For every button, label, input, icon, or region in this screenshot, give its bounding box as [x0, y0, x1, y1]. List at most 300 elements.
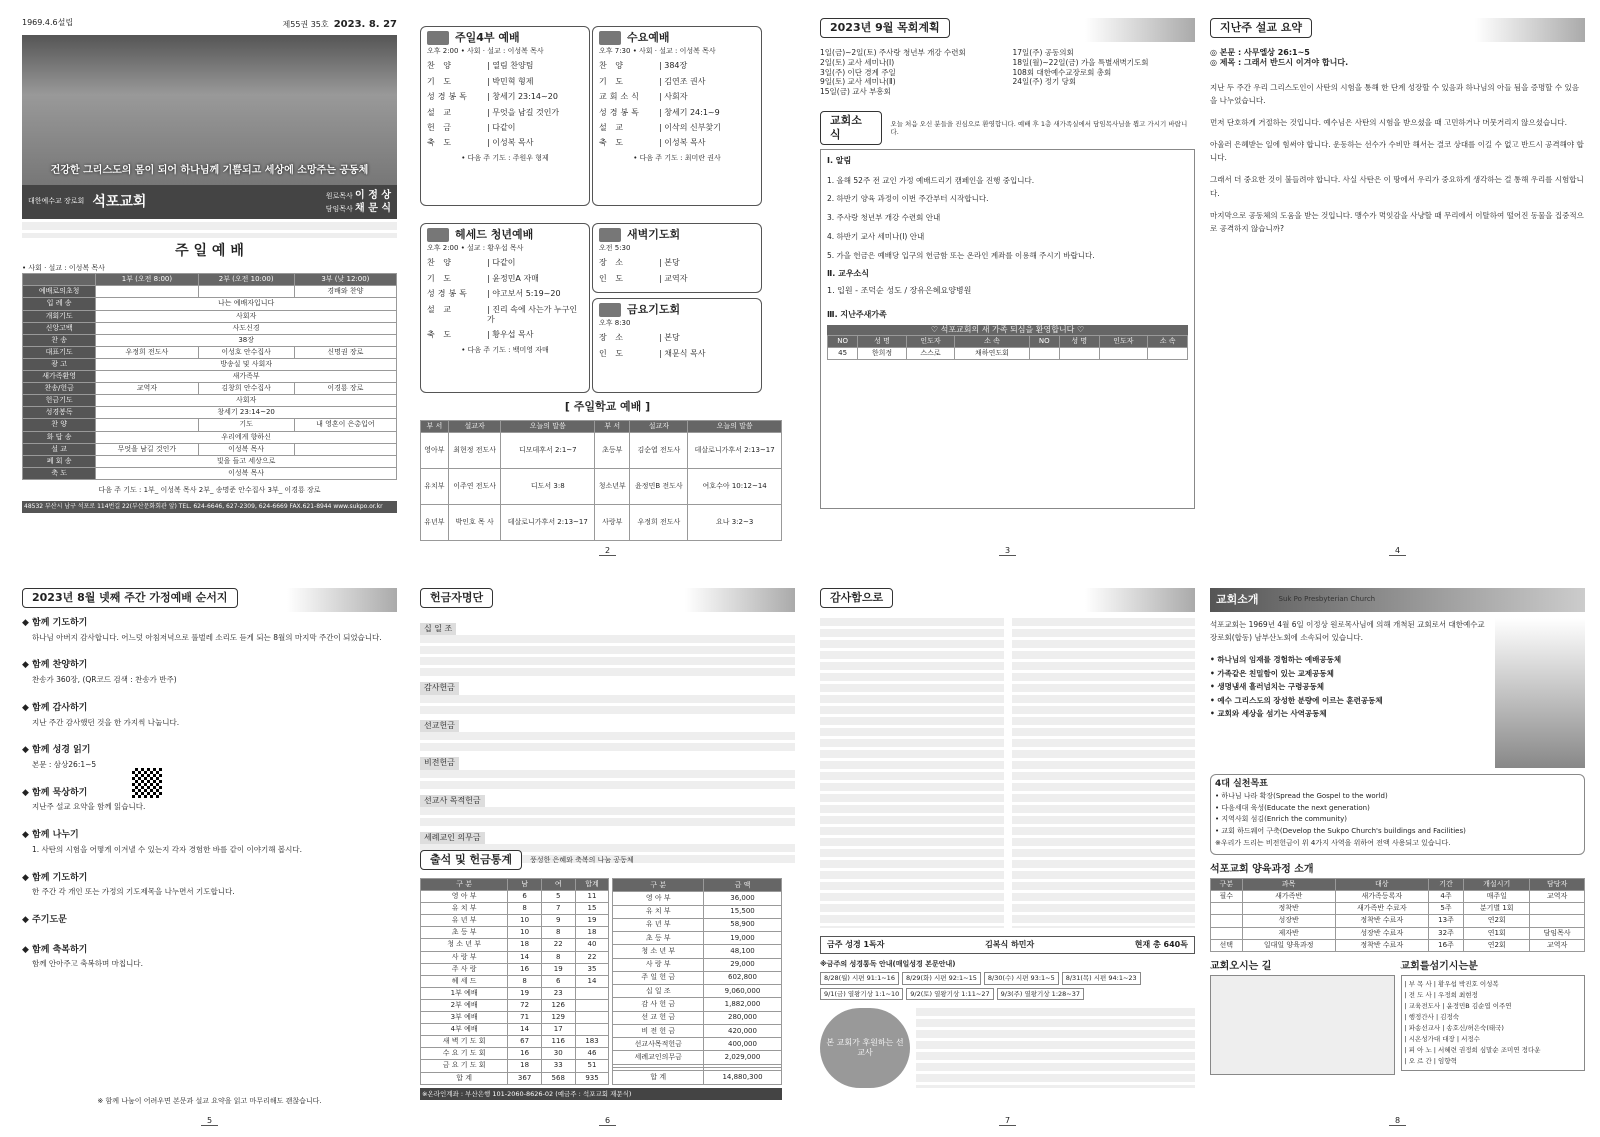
text: | 파송선교사 | 송호신/허은숙(태국): [1404, 1023, 1504, 1032]
text: 1. 올해 52주 전 교인 가정 예배드리기 캠페인을 진행 중입니다.: [827, 175, 1035, 185]
worship-row: [23, 395, 397, 407]
thanks-right: [1012, 618, 1196, 928]
text: 부 서: [595, 421, 630, 433]
text: 45: [828, 348, 858, 360]
text: 나는 예배자입니다: [96, 298, 397, 310]
row-label: 성경봉독: [23, 407, 96, 419]
item-key: 설 교: [427, 107, 454, 117]
text: 사회자: [96, 395, 397, 407]
text: 367: [508, 1072, 542, 1084]
text: 구분: [1211, 879, 1243, 891]
service-title: 헤세드 청년예배: [455, 228, 534, 241]
text: 3부 예배: [421, 1012, 508, 1024]
text: 35: [575, 963, 609, 975]
text: 16: [508, 1048, 542, 1060]
text: 교역자: [1530, 891, 1585, 903]
text: • 하나님의 임재를 경험하는 예배공동체: [1210, 655, 1342, 665]
text: 19: [575, 915, 609, 927]
text: 22: [575, 951, 609, 963]
sermon-paragraph: 아울러 은혜받는 일에 힘써야 합니다. 운동하는 선수가 수비만 해서는 결코 상대를 이길 수 없고 반드시 공격해야 합니다.: [1210, 140, 1584, 163]
text: 사랑부: [595, 505, 630, 541]
text: 19: [508, 987, 542, 999]
text: • 하나님 나라 확장(Spread the Gospel to the world): [1215, 791, 1388, 800]
item-val: | 이성복 목사: [487, 138, 534, 148]
text: 1,882,000: [704, 998, 782, 1011]
text: 합 계: [613, 1071, 704, 1084]
item-key: 성경봉독: [427, 289, 470, 299]
item-key: 찬 양: [427, 61, 454, 71]
text: 10: [508, 927, 542, 939]
worship-row: [23, 443, 397, 455]
worship-row: [23, 467, 397, 479]
text: 8: [508, 903, 542, 915]
bible-reading: 금주 성경 1독자 김복식 하민자 현재 총 640독: [820, 936, 1195, 954]
service-meta: 오후 2:00 • 사회 · 설교 : 이성복 목사: [427, 47, 544, 56]
text: 선택: [1211, 939, 1243, 951]
text: ◆ 함께 감사하기: [22, 702, 88, 713]
text: 교역자: [1530, 939, 1585, 951]
text: 요나 3:2~3: [688, 505, 782, 541]
text: 9,060,000: [704, 985, 782, 998]
banner: 건강한 그리스도의 몸이 되어 하나님께 기쁨되고 세상에 소망주는 공동체: [50, 165, 369, 176]
col-head: 2부 (오전 10:00): [198, 274, 294, 286]
text: 기도: [198, 419, 294, 431]
sermon-paragraph: 먼저 단호하게 거절하는 것입니다. 예수님은 사탄의 시험을 받으셨을 때 고민하거나 머뭇거리지 않으셨습니다.: [1210, 118, 1568, 128]
text: 매주일: [1464, 891, 1530, 903]
text: 청소년부: [595, 469, 630, 505]
text: 정착반 수료자: [1335, 939, 1428, 951]
text: 방송실 및 사회자: [96, 358, 397, 370]
text: 1부 예배: [421, 987, 508, 999]
qr-code[interactable]: [132, 768, 162, 798]
text: 비전헌금: [420, 757, 459, 769]
sermon-paragraph: 지난 두 주간 우리 그리스도인이 사탄의 시험을 통해 한 단계 성장할 수 있음과 하나님의 아들 됨을 증명할 수 있음을 나누었습니다.: [1210, 82, 1579, 105]
text: 9일(토) 교사 세미나(Ⅱ): [820, 77, 896, 87]
row-label: 폐 회 송: [23, 455, 96, 467]
text: 남: [508, 879, 542, 891]
item-val: | 이성복 목사: [659, 138, 706, 148]
item-val: | 다같이: [487, 258, 516, 268]
text: 8: [508, 975, 542, 987]
item-val: | 사회자: [659, 92, 688, 102]
text: 9/1(금) 열왕기상 1:1~10: [820, 988, 903, 1000]
text: | 피 아 노 | 서혜련 권정희 심말순 조미연 정다운: [1404, 1045, 1541, 1054]
text: 십 일 조: [420, 623, 456, 635]
worship-row: [23, 322, 397, 334]
item-key: 기 도: [427, 76, 454, 86]
text: 8/30(수) 시편 93:1~5: [984, 972, 1059, 984]
text: 부 서: [421, 421, 449, 433]
text: 8: [541, 951, 575, 963]
item-val: | 384장: [659, 61, 688, 71]
text: 33: [541, 1060, 575, 1072]
text: 새 벽 기 도 회: [421, 1036, 508, 1048]
text: 소 속: [1148, 336, 1188, 348]
item-key: 인 도: [599, 273, 626, 283]
text: 2부 예배: [421, 999, 508, 1011]
worship-row: [23, 455, 397, 467]
page-3-news: 2023년 9월 목회계획 1일(금)~2일(토) 주사랑 청년부 개강 수련회 2일(토) 교사 세미나(Ⅰ) 3일(주) 이단 경계 주일 9일(토) 교사 세미나(Ⅱ) 15일(금) 교사 부흥회 17일(주) 공동의회 18일(월)~22일(금) 가을 특별새벽기도회 108회 대한예수교장로회 총회 24일(주) 정기 당회 교회소식 오늘 처음 오신 분들을 진심으로 환영합니다. 예배 후 1층 새가족실에서 담임목사님을 뵙고 가시기 바랍니다. Ⅰ. 알림 1. 올해 52주 전 교인 가정 예배드리기 캠페인을 진행 중입니다. 2. 하반기 양육 과정이 이번 주간부터 시작합니다. 3. 주사랑 청년부 개강 수련회 안내 4. 하반기 교사 세미나(Ⅰ) 안내 5. 가을 헌금은 예배당 입구의 헌금함 또는 온라인 계좌를 이용해 주시기 바랍니다. Ⅱ. 교우소식 1. 입원 - 조덕순 성도 / 장유은혜요양병원 Ⅲ. 지난주새가족 ♡ 석포교회의 새 가족 되심을 환영합니다 ♡ NO 성 명 인도자 소 속 NO 성 명 인도자 소 속 45 한희정 스스로 채하연도회 3: [820, 18, 1195, 558]
text: 5. 가을 헌금은 예배당 입구의 헌금함 또는 온라인 계좌를 이용해 주시기 바랍니다.: [827, 250, 1095, 260]
text: 우정희 전도사: [630, 505, 688, 541]
text: 36,000: [704, 892, 782, 905]
text: ◆ 함께 축복하기: [22, 944, 88, 955]
item-val: | 창세기 23:14~20: [487, 92, 558, 102]
map[interactable]: [1210, 975, 1395, 1075]
service-meta: 오후 2:00 • 설교 : 황우섭 목사: [427, 244, 524, 253]
text: 935: [575, 1072, 609, 1084]
text: 126: [541, 999, 575, 1011]
text: 32주: [1428, 927, 1463, 939]
text: 71: [508, 1012, 542, 1024]
service-meta: 오전 5:30: [599, 244, 631, 253]
service-title: 주일4부 예배: [455, 31, 520, 44]
plan-title: 2023년 9월 목회계획: [820, 18, 950, 38]
text: 18: [508, 939, 542, 951]
service-title: 금요기도회: [627, 303, 681, 316]
text: 14,880,300: [704, 1071, 782, 1084]
col-head: 3부 (낮 12:00): [294, 274, 396, 286]
text: NO: [1029, 336, 1059, 348]
text: 최현정 전도사: [448, 433, 501, 469]
text: 감사헌금: [420, 682, 459, 694]
text: 영아부: [421, 433, 449, 469]
row-label: 찬 양: [23, 419, 96, 431]
text: 금 액: [704, 879, 782, 892]
text: 6: [508, 891, 542, 903]
page-7-thanks: 감사함으로 금주 성경 1독자 김복식 하민자 현재 총 640독 ※금주의 성경통독 안내(매일성경 본문안내) 8/28(월) 시편 91:1~16 8/29(화) 시편 92:1~15 8/30(수) 시편 93:1~5 8/31(목) 시편 94:1~23 9/1(금) 열왕기상 1:1~10 9/2(토) 열왕기상 1:11~27 9/3(주) 열왕기상 1:28~37 본 교회가 후원하는 선교사 7: [820, 588, 1195, 1128]
text: 분기별 1회: [1464, 903, 1530, 915]
church-bar: 대한예수교 장로회 석포교회 원로목사 이 정 상 담임목사 채 문 식: [22, 185, 397, 219]
item-val: | 황우섭 목사: [487, 330, 534, 340]
service-title: 수요예배: [627, 31, 670, 44]
text: 세례교인 의무금: [420, 832, 485, 844]
item-key: 장 소: [599, 258, 626, 268]
service-box: [592, 298, 762, 393]
worship-row: [23, 419, 397, 431]
text: 함께 안아주고 축복하며 마칩니다.: [32, 959, 143, 969]
text: 이성호 안수집사: [198, 346, 294, 358]
text: 새가족부: [96, 371, 397, 383]
text: 사도신경: [96, 322, 397, 334]
text: [575, 987, 609, 999]
text: | 시온성가대 대장 | 서정수: [1404, 1034, 1480, 1043]
text: 오늘의 말씀: [501, 421, 595, 433]
text: 기간: [1428, 879, 1463, 891]
text: ◆ 함께 묵상하기: [22, 787, 88, 798]
text: [198, 286, 294, 298]
page-4-sermon: 지난주 설교 요약 ◎ 본문 : 사무엘상 26:1~5 ◎ 제목 : 그래서 반드시 이겨야 합니다. 지난 두 주간 우리 그리스도인이 사탄의 시험을 통해 한 단계 성장할 수 있음과 하나님의 아들 됨을 증명할 수 있음을 나누었습니다. 먼저 단호하게 거절하는 것입니다. 예수님은 사탄의 시험을 받으셨을 때 고민하거나 머뭇거리지 않으셨습니다. 아울러 은혜받는 일에 힘써야 합니다. 운동하는 선수가 수비만 해서는 결코 상대를 이길 수 없고 반드시 공격해야 합니다. 그래서 더 중요한 것이 불들려야 합니다. 사실 사탄은 이 땅에서 우리가 중요하게 생각하는 걸 통해 우리를 시험합니다. 마지막으로 공동체의 도움을 받는 것입니다. 맹수가 먹잇감을 사냥할 때 무리에서 이탈하여 떨어진 동물을 집중적으로 공격하지 않습니까? 4: [1210, 18, 1585, 558]
church-photo: [1495, 618, 1585, 768]
text: 280,000: [704, 1011, 782, 1024]
text: 구 분: [613, 879, 704, 892]
row-label: 예배로의초청: [23, 286, 96, 298]
text: 필수: [1211, 891, 1243, 903]
news-box: Ⅰ. 알림 1. 올해 52주 전 교인 가정 예배드리기 캠페인을 진행 중입니다. 2. 하반기 양육 과정이 이번 주간부터 시작합니다. 3. 주사랑 청년부 개강 수련회 안내 4. 하반기 교사 세미나(Ⅰ) 안내 5. 가을 헌금은 예배당 입구의 헌금함 또는 온라인 계좌를 이용해 주시기 바랍니다. Ⅱ. 교우소식 1. 입원 - 조덕순 성도 / 장유은혜요양병원 Ⅲ. 지난주새가족 ♡ 석포교회의 새 가족 되심을 환영합니다 ♡ NO 성 명 인도자 소 속 NO 성 명 인도자 소 속 45 한희정 스스로 채하연도회: [820, 149, 1195, 509]
text: 새가족등록자: [1335, 891, 1428, 903]
text: 인도자: [906, 336, 955, 348]
text: 연2회: [1464, 939, 1530, 951]
text: 한 주간 각 개인 또는 가정의 기도제목을 나누면서 기도합니다.: [32, 887, 235, 897]
item-key: 설 교: [427, 304, 454, 314]
item-val: | 다같이: [487, 122, 516, 132]
item-key: 성경봉독: [427, 92, 470, 102]
text: 여: [541, 879, 575, 891]
text: 주 일 헌 금: [613, 971, 704, 984]
text: [1530, 915, 1585, 927]
text: 영 아 부: [613, 892, 704, 905]
church-icon: [599, 31, 621, 45]
item-key: 찬 양: [599, 61, 626, 71]
service-title: 새벽기도회: [627, 228, 681, 241]
item-key: 축 도: [427, 138, 454, 148]
text: 14: [508, 1024, 542, 1036]
row-label: 찬 송: [23, 334, 96, 346]
item-val: | 야고보서 5:19~20: [487, 289, 561, 299]
text: 18: [575, 927, 609, 939]
next-prayer: • 다음 주 기도 : 주원우 형제: [461, 153, 549, 162]
text: 24일(주) 정기 당회: [1012, 77, 1077, 87]
text: 인도자: [1099, 336, 1148, 348]
founded: 1969.4.6설립: [22, 18, 74, 27]
text: 데살로니가후서 2:13~17: [501, 505, 595, 541]
text: ◆ 함께 기도하기: [22, 872, 88, 883]
text: 유 치 부: [613, 905, 704, 918]
text: | 전 도 사 | 우정희 최현정: [1404, 990, 1478, 999]
text: 수 요 기 도 회: [421, 1048, 508, 1060]
worship-row: [23, 383, 397, 395]
row-label: 화 답 송: [23, 431, 96, 443]
text: 2,029,000: [704, 1051, 782, 1064]
text: 정착반: [1242, 903, 1335, 915]
cover-photo: [22, 35, 397, 185]
text: 이성복 목사: [96, 467, 397, 479]
thanks-left: [820, 618, 1004, 928]
text: 성장반: [1242, 915, 1335, 927]
item-key: 장 소: [599, 333, 626, 343]
text: 11: [575, 891, 609, 903]
row-label: 설 교: [23, 443, 96, 455]
text: 사회자: [96, 310, 397, 322]
text: 스스로: [906, 348, 955, 360]
text: 15: [575, 903, 609, 915]
text: 주 사 랑: [421, 963, 508, 975]
text: 새가족반: [1242, 891, 1335, 903]
text: 영 아 부: [421, 891, 508, 903]
text: 17: [541, 1024, 575, 1036]
text: 우정희 전도사: [96, 346, 198, 358]
text: 2일(토) 교사 세미나(Ⅰ): [820, 57, 895, 67]
text: 29,000: [704, 958, 782, 971]
item-val: | 교역자: [659, 273, 688, 283]
school-title: [ 주일학교 예배 ]: [564, 400, 651, 413]
text: NO: [828, 336, 858, 348]
text: 성장반 수료자: [1335, 927, 1428, 939]
service-box: [420, 223, 590, 393]
item-key: 기 도: [599, 76, 626, 86]
text: 선교사목적헌금: [613, 1038, 704, 1051]
church-name: 석포교회: [92, 193, 147, 210]
text: 14: [575, 975, 609, 987]
text: 개설시기: [1464, 879, 1530, 891]
text: • 다음세대 육성(Educate the next generation): [1215, 803, 1370, 812]
item-key: 교회소식: [599, 92, 642, 102]
worship-row: [23, 286, 397, 298]
text: 청 소 년 부: [421, 939, 508, 951]
text: [575, 999, 609, 1011]
text: 경배와 찬양: [294, 286, 396, 298]
item-val: | 진리 속에 사는가 누구인가: [487, 304, 578, 324]
text: 8/31(목) 시편 94:1~23: [1062, 972, 1141, 984]
text: [1211, 903, 1243, 915]
issue: 제55권 35호: [282, 20, 329, 29]
offering-title: 헌금자명단: [420, 588, 493, 608]
text: 세례교인의무금: [613, 1051, 704, 1064]
offering-table: [612, 878, 782, 1085]
page-2-services: 주일4부 예배 오후 2:00 • 사회 · 설교 : 이성복 목사 찬 양 | 열림 찬양팀 기 도 | 박민혁 형제 성경봉독 | 창세기 23:14~20 설 교 | 무엇을 남길 것인가 헌 금 | 다같이 축 도 | 이성복 목사 • 다음 주 기도 : 주원우 형제 수요예배 오후 7:30 • 사회 · 설교 : 이성복 목사 찬 양 | 384장 기 도 | 김연조 권사 교회소식 | 사회자 성경봉독 | 창세기 24:1~9 설 교 | 이삭의 신부찾기 축 도 | 이성복 목사 • 다음 주 기도 : 최미란 권사 헤세드 청년예배 오후 2:00 • 설교 : 황우섭 목사 찬 양 | 다같이 기 도 | 윤정민A 자매 성경봉독 | 야고보서 5:19~20 설 교 | 진리 속에 사는가 누구인가 축 도 | 황우섭 목사 • 다음 주 기도 : 백미영 자매 새벽기도회 오전 5:30 장 소 | 본당 인 도 | 교역자 금요기도회 오후 8:30 장 소 | 본당 인 도 | 채문식 목사 [ 주일학교 예배 ] 부 서 설교자 오늘의 말씀 부 서 설교자 오늘의 말씀 영아부 최현정 전도사 디모데후서 2:1~7 초등부 김순엽 전도사 데살로니가후서 2:13~17 유치부 이주연 전도사 디도서 3:8 청소년부 윤정민B 전도사 여호수아 10:12~14 유년부 박인호 목 사 데살로니가후서 2:13~17 사랑부 우정희 전도사 요나 3:2~3 2: [420, 18, 795, 558]
text: 김순엽 전도사: [630, 433, 688, 469]
text: [575, 1024, 609, 1036]
text: 8/28(월) 시편 91:1~16: [820, 972, 899, 984]
text: ◆ 함께 찬양하기: [22, 660, 88, 671]
text: 9: [541, 915, 575, 927]
item-val: | 이삭의 신부찾기: [659, 122, 721, 132]
item-key: 인 도: [599, 348, 626, 358]
thanks-title: 감사함으로: [820, 588, 893, 608]
page-6-offering: 헌금자명단 십 일 조 감사헌금 선교헌금 비전헌금 선교사 목적헌금 세례교인 의무금 출석 및 헌금통계 풍성한 은혜와 축복의 나눔 공동체 구 분 남 여 합계 영 아 부 6 5 11 유 치 부 8 7 15 유 년 부 10 9 19 초 등 부 10 8 18 청 소 년 부 18 22 40 사 랑 부 14 8 22 주 사 랑 16 19 35 헤 세 드 8 6 14 1부 예배 19 23 2부 예배 72 126 3부 예배 71 129 4부 예배 14 17 새 벽 기 도 회 67 116 183 수 요 기 도 회 16 30 46 금 요 기 도 회 18 33 51 합 계 367 568 935 구 분 금 액 영 아 부 36,000 유 치 부 15,500 유 년 부 58,900 초 등 부 19,000 청 소 년 부 48,100 사 랑 부 29,000 주 일 헌 금 602,800 십 일 조 9,060,000 감 사 헌 금 1,882,000 선 교 헌 금 280,000 비 전 헌 금 420,000 선교사목적헌금 400,000 세례교인의무금 2,029,000 합 계 14,880,300 ※온라인계좌 : 부산은행 101-2060-8626-02 (예금주 : 석포교회 재문식) 6: [420, 588, 795, 1128]
text: [96, 286, 198, 298]
row-label: 새가족환영: [23, 371, 96, 383]
text: ※우리가 드리는 비전헌금이 위 4가지 사역을 위하여 전액 사용되고 있습니다.: [1215, 839, 1451, 848]
page-8-intro: 교회소개 Suk Po Presbyterian Church 석포교회는 1969년 4월 6일 이정상 원로목사님에 의해 개척된 교회로서 대한예수교 장로회(합동) 남부산노회에 소속되어 있습니다. • 하나님의 임재를 경험하는 예배공동체 • 가족같은 친밀함이 있는 교제공동체 • 생명냄새 흘러넘치는 구령공동체 • 예수 그리스도의 장성한 분량에 이르는 훈련공동체 • 교회와 세상을 섬기는 사역공동체 4대 실천목표 • 하나님 나라 확장(Spread the Gospel to the world) • 다음세대 육성(Educate the next generation) • 지역사회 섬김(Enrich the community) • 교회 하드웨어 구축(Develop the Sukpo Church's buildings and Facilities) ※우리가 드리는 비전헌금이 위 4가지 사역을 위하여 전액 사용되고 있습니다. 석포교회 양육과정 소개 구분 과목 대상 기간 개설시기 담당자 필수 새가족반 새가족등록자 4주 매주일 교역자 정착반 새가족반 수료자 5주 분기별 1회 성장반 정착반 수료자 13주 연2회 제자반 성장반 수료자 32주 연1회 담임목사 선택 일대일 양육과정 정착반 수료자 16주 연2회 교역자 교회오시는 길 교회를섬기시는분 | 부 목 사 | 황우섭 박진호 이성복 | 전 도 사 | 우정희 최현정 | 교육전도사 | 윤정민B 김순엽 이주연 | 행정간사 | 김정숙 | 파송선교사 | 송호신/허은숙(태국) | 시온성가대 대장 | 서정수 | 피 아 노 | 서혜련 권정희 심말순 조미연 정다운 | 오 르 간 | 임향혁 8: [1210, 588, 1585, 1128]
text: | 행정간사 | 김정숙: [1404, 1012, 1460, 1021]
text: ◆ 함께 성경 읽기: [22, 745, 91, 756]
text: 본문 : 삼상26:1~5: [32, 760, 97, 769]
worship-row: [23, 371, 397, 383]
text: 7: [541, 903, 575, 915]
row-label: 신앙고백: [23, 322, 96, 334]
item-val: | 열림 찬양팀: [487, 61, 534, 71]
family-sections: [22, 618, 397, 969]
address-bar: 48532 부산시 남구 석포로 114번길 22(부산문화회관 앞) TEL. 624-6646, 627-2309, 624-6669 FAX.621-8944 www.sukpo.or.kr: [22, 501, 397, 513]
text: 감 사 헌 금: [613, 998, 704, 1011]
text: [96, 419, 198, 431]
text: 빛을 들고 세상으로: [96, 455, 397, 467]
worship-row: [23, 431, 397, 443]
text: 18: [508, 1060, 542, 1072]
text: 박인호 목 사: [448, 505, 501, 541]
item-key: 설 교: [599, 122, 626, 132]
church-icon: [427, 31, 449, 45]
worship-row: [23, 346, 397, 358]
text: 대상: [1335, 879, 1428, 891]
church-icon: [427, 228, 449, 242]
text: [1029, 348, 1059, 360]
text: 새가족반 수료자: [1335, 903, 1428, 915]
text: 18일(월)~22일(금) 가을 특별새벽기도회: [1012, 57, 1149, 67]
text: 6: [541, 975, 575, 987]
item-val: | 무엇을 남길 것인가: [487, 107, 560, 117]
text: 연2회: [1464, 915, 1530, 927]
text: 30: [541, 1048, 575, 1060]
text: 10: [508, 915, 542, 927]
text: 금 요 기 도 회: [421, 1060, 508, 1072]
service-box: [592, 223, 762, 293]
text: 오늘의 말씀: [688, 421, 782, 433]
text: 16주: [1428, 939, 1463, 951]
text: [294, 443, 396, 455]
text: 129: [541, 1012, 575, 1024]
text: 3일(주) 이단 경계 주일: [820, 67, 896, 77]
text: 1일(금)~2일(토) 주사랑 청년부 개강 수련회: [820, 48, 966, 57]
page-1-cover: 1969.4.6설립 제55권 35호 2023. 8. 27 건강한 그리스도의 몸이 되어 하나님께 기쁨되고 세상에 소망주는 공동체 대한예수교 장로회 석포교회 원로목사 이 정 상 담임목사 채 문 식 주 일 예 배 • 사회 · 설교 : 이성복 목사 1부 (오전 8:00) 2부 (오전 10:00) 3부 (낮 12:00) 예배로의초청 경배와 찬양 입 례 송 나는 예배자입니다 개회기도 사회자 신앙고백 사도신경 찬 송 38장 대표기도 우정희 전도사 이성호 안수집사 신명권 장로 광 고 방송실 및 사회자 새가족환영 새가족부 찬송/헌금 교역자 김창희 안수집사 이경룡 장로 헌금기도 사회자 성경봉독 창세기 23:14~20 찬 양 기도 내 영혼이 은총입어 화 답 송 우리에게 향하신 설 교 무엇을 남길 것인가 이성복 목사 폐 회 송 빛을 들고 세상으로 축 도 이성복 목사 다음 주 기도 : 1부_ 이성복 목사 2부_ 송명준 안수집사 3부_ 이경룡 장로 48532 부산시 남구 석포로 114번길 22(부산문화회관 앞) TEL. 624-6646, 627-2309, 624-6669 FAX.621-8944 www.sukpo.or.kr: [22, 18, 397, 558]
staff-list: [22, 222, 397, 238]
item-key: 찬 양: [427, 258, 454, 268]
text: 유치부: [421, 469, 449, 505]
attendance-table: [420, 878, 609, 1085]
text: 설교자: [630, 421, 688, 433]
row-label: 헌금기도: [23, 395, 96, 407]
text: ◆ 주기도문: [22, 915, 67, 926]
text: 담당자: [1530, 879, 1585, 891]
text: 이성복 목사: [198, 443, 294, 455]
masthead: [22, 18, 397, 31]
text: 윤정민B 전도사: [630, 469, 688, 505]
text: 3. 주사랑 청년부 개강 수련회 안내: [827, 213, 941, 223]
service-meta: 오후 7:30 • 사회 · 설교 : 이성복 목사: [599, 47, 716, 56]
text: 설교자: [448, 421, 501, 433]
text: 유 년 부: [421, 915, 508, 927]
worship-row: [23, 407, 397, 419]
text: [1059, 348, 1099, 360]
text: ◆ 함께 기도하기: [22, 618, 88, 628]
text: 초 등 부: [613, 932, 704, 945]
text: 정착반 수료자: [1335, 915, 1428, 927]
text: 58,900: [704, 918, 782, 931]
text: 1. 사탄의 시험을 어떻게 이겨낼 수 있는지 각자 경험한 바를 같이 이야기해 봅시다.: [32, 844, 302, 854]
church-icon: [599, 228, 621, 242]
text: 400,000: [704, 1038, 782, 1051]
text: 이주연 전도사: [448, 469, 501, 505]
text: 선교사 목적헌금: [420, 795, 485, 807]
text: 찬송가 360장, (QR코드 검색 : 찬송가 반주): [32, 675, 177, 685]
school-table: [420, 420, 782, 541]
text: 연1회: [1464, 927, 1530, 939]
text: 183: [575, 1036, 609, 1048]
text: 51: [575, 1060, 609, 1072]
text: • 생명냄새 흘러넘치는 구령공동체: [1210, 682, 1325, 692]
next-prayer: • 다음 주 기도 : 백미영 자매: [461, 345, 549, 354]
service-box: [420, 26, 590, 206]
text: 소 속: [955, 336, 1029, 348]
text: 116: [541, 1036, 575, 1048]
church-icon: [599, 303, 621, 317]
text: 내 영혼이 은총입어: [294, 419, 396, 431]
text: 16: [508, 963, 542, 975]
text: | 부 목 사 | 황우섭 박진호 이성복: [1404, 979, 1499, 988]
text: 청 소 년 부: [613, 945, 704, 958]
text: 568: [541, 1072, 575, 1084]
text: 유 년 부: [613, 918, 704, 931]
text: 9/3(주) 열왕기상 1:28~37: [997, 988, 1084, 1000]
text: 9/2(토) 열왕기상 1:11~27: [906, 988, 993, 1000]
date: 2023. 8. 27: [333, 19, 397, 30]
text: 무엇을 남길 것인가: [96, 443, 198, 455]
text: 창세기 23:14~20: [96, 407, 397, 419]
text: 성 명: [1059, 336, 1099, 348]
news-title: 교회소식: [820, 111, 882, 146]
item-key: 기 도: [427, 273, 454, 283]
